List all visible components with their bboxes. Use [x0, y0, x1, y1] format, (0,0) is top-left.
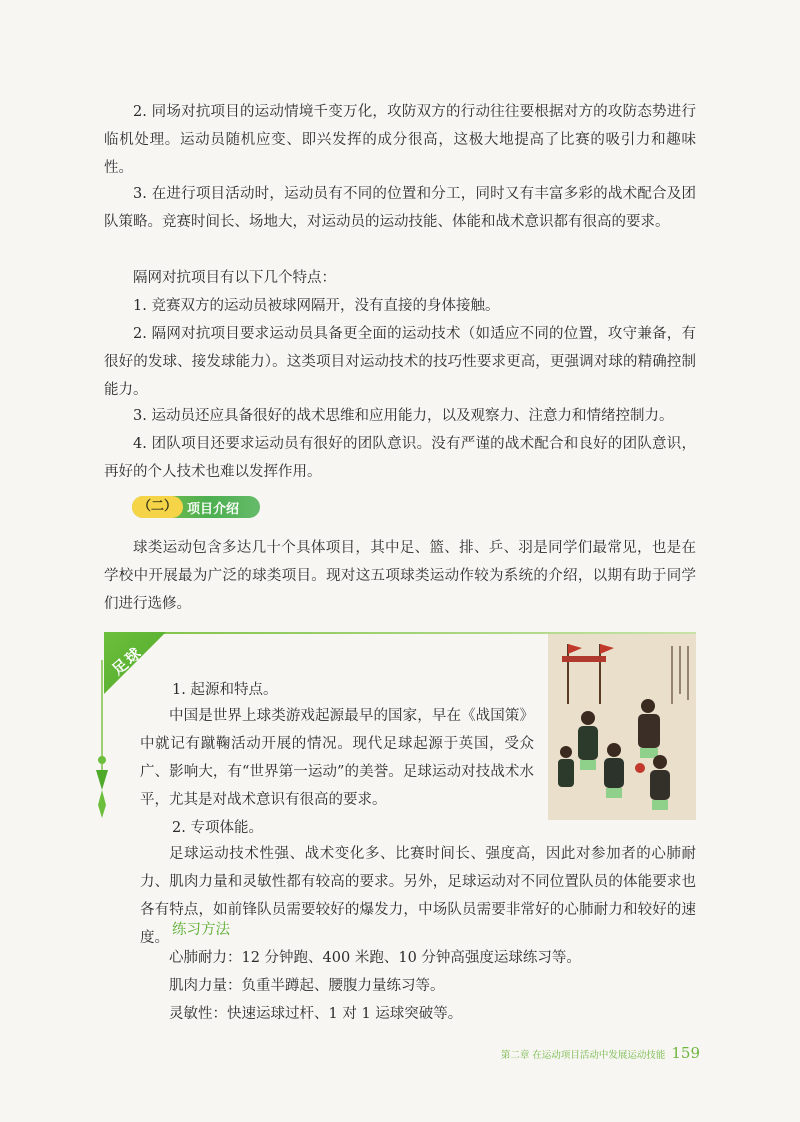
paragraph-net-3: 3. 运动员还应具备很好的战术思维和应用能力，以及观察力、注意力和情绪控制力。	[133, 408, 674, 424]
practice-item-cardio: 心肺耐力：12 分钟跑、400 米跑、10 分钟高强度运球练习等。	[169, 950, 581, 966]
paragraph-net-intro: 隔网对抗项目有以下几个特点：	[133, 270, 336, 286]
corner-label: 足球	[108, 643, 147, 679]
item1-text: 中国是世界上球类游戏起源最早的国家，早在《战国策》中就记有蹴鞠活动开展的情况。现代足球起源于英国，受众广、影响大，有“世界第一运动”的美誉。足球运动对技战术水平，尤其是对战术意识有很高的要求。	[140, 708, 534, 808]
cuju-painting-image	[548, 634, 696, 820]
item2-text: 足球运动技术性强、战术变化多、比赛时间长、强度高，因此对参加者的心肺耐力、肌肉力量和灵敏性都有较高的要求。另外，足球运动对不同位置队员的体能要求也各有特点，如前锋队员需要较好的爆发力，中场队员需要非常好的心肺耐力和较好的速度。	[140, 846, 696, 946]
paragraph-net-2: 2. 隔网对抗项目要求运动员具备更全面的运动技术（如适应不同的位置，攻守兼备，有很好的发球、接发球能力）。这类项目对运动技术的技巧性要求更高，更强调对球的精确控制能力。	[104, 326, 696, 398]
practice-item-strength: 肌肉力量：负重半蹲起、腰腹力量练习等。	[169, 978, 445, 994]
page-number: 159	[671, 1044, 700, 1062]
paragraph-net-4: 4. 团队项目还要求运动员有很好的团队意识。没有严谨的战术配合和良好的团队意识，再好的个人技术也难以发挥作用。	[104, 436, 696, 480]
section-title: 项目介绍	[187, 501, 240, 517]
section-number: （二）	[132, 496, 183, 518]
pendant-ornament-icon	[92, 660, 112, 820]
paragraph-contact-3: 3. 在进行项目活动时，运动员有不同的位置和分工，同时又有丰富多彩的战术配合及团队策略。竞赛时间长、场地大，对运动员的运动技能、体能和战术意识都有很高的要求。	[104, 186, 696, 230]
page-footer	[501, 1044, 700, 1062]
paragraph-net-1: 1. 竞赛双方的运动员被球网隔开，没有直接的身体接触。	[133, 298, 500, 314]
section-heading-tag	[132, 496, 260, 518]
section-intro: 球类运动包含多达几十个具体项目，其中足、篮、排、乒、羽是同学们最常见，也是在学校中开展最为广泛的球类项目。现对这五项球类运动作较为系统的介绍，以期有助于同学们进行选修。	[104, 540, 696, 612]
item1-title: 1. 起源和特点。	[172, 682, 278, 698]
practice-item-agility: 灵敏性：快速运球过杆、1 对 1 运球突破等。	[169, 1006, 463, 1022]
item2-title: 2. 专项体能。	[172, 820, 263, 836]
chapter-title: 第二章 在运动项目活动中发展运动技能	[500, 1050, 666, 1061]
practice-heading: 练习方法	[172, 922, 230, 938]
paragraph-contact-2: 2. 同场对抗项目的运动情境千变万化，攻防双方的行动往往要根据对方的攻防态势进行临机处理。运动员随机应变、即兴发挥的成分很高，这极大地提高了比赛的吸引力和趣味性。	[104, 104, 696, 176]
